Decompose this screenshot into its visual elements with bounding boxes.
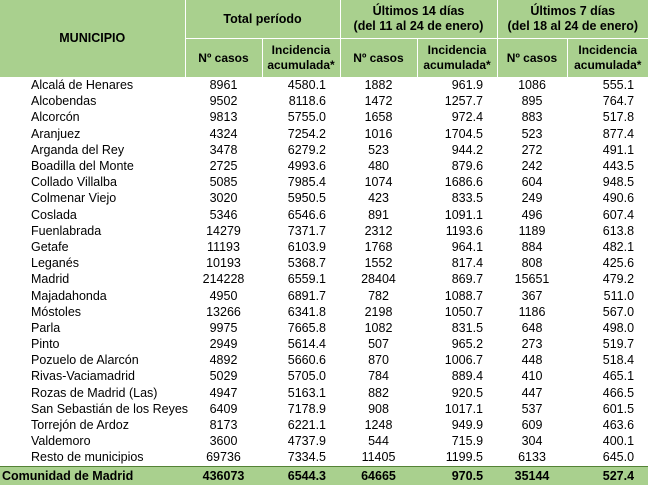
header-ultimos-14-title: Últimos 14 días [372, 4, 465, 18]
table-footer [0, 466, 648, 485]
table-row [0, 126, 648, 142]
municipio-name: Torrejón de Ardoz [31, 418, 129, 433]
municipio-name: Aranjuez [31, 126, 81, 141]
acumulada-label: acumulada* [423, 58, 491, 72]
total-casos-cell: 4947 [209, 385, 238, 400]
municipio-name: Parla [31, 320, 61, 335]
municipio-name: Alcalá de Henares [31, 78, 134, 93]
table-row [0, 207, 648, 223]
municipio-name: Collado Villalba [31, 175, 117, 190]
incidencia-7-cell: 498.0 [602, 320, 635, 335]
incidencia-7-cell: 490.6 [602, 191, 635, 206]
casos-14-cell: 2198 [364, 304, 393, 319]
casos-14-cell: 1882 [364, 78, 393, 93]
total-casos-cell: 6409 [209, 401, 238, 416]
incidencia-7-cell: 613.8 [602, 223, 635, 238]
incidencia-14-cell: 1704.5 [444, 126, 484, 141]
total-casos-cell: 5346 [209, 207, 238, 222]
casos-14-cell: 480 [368, 159, 389, 174]
casos-7-cell: 808 [521, 256, 543, 271]
incidencia-14-cell: 889.4 [451, 369, 484, 384]
total-incidencia-cell: 6221.1 [287, 418, 326, 433]
casos-7-cell: 448 [521, 353, 543, 368]
incidencia-14-cell: 944.2 [451, 142, 484, 157]
casos-14-cell: 782 [368, 288, 389, 303]
incidencia-14-cell: 879.6 [451, 159, 484, 174]
municipio-name: San Sebastián de los Reyes [31, 401, 189, 416]
incidencia-7-cell: 645.0 [602, 450, 635, 465]
table-row [0, 255, 648, 271]
total-casos-cell: 3478 [209, 142, 238, 157]
incidencia-7-cell: 482.1 [602, 239, 635, 254]
incidencia-7-cell: 764.7 [602, 94, 635, 109]
acumulada-label: acumulada* [267, 58, 335, 72]
casos-14-cell: 784 [368, 369, 389, 384]
total-incidencia-cell: 5660.6 [287, 353, 326, 368]
casos-7-cell: 6133 [518, 450, 546, 465]
municipio-name: Getafe [31, 239, 69, 254]
casos-7-cell: 523 [521, 126, 543, 141]
incidencia-14-cell: 831.5 [451, 320, 484, 335]
casos-7-cell: 272 [521, 142, 543, 157]
incidencia-14-cell: 1193.6 [445, 223, 484, 238]
casos-14-cell: 1768 [364, 239, 393, 254]
total-casos-cell: 214228 [202, 272, 245, 287]
header-municipio: MUNICIPIO [0, 0, 185, 77]
header-total-incidencia [262, 39, 340, 78]
casos-7-cell: 1086 [518, 78, 546, 93]
casos-14-cell: 1552 [364, 256, 393, 271]
total-casos-cell: 9813 [209, 110, 238, 125]
casos-14-cell: 891 [368, 207, 389, 222]
casos-14-cell: 870 [368, 353, 389, 368]
casos-14-cell: 1472 [364, 94, 393, 109]
header-total-periodo: Total período [185, 0, 340, 39]
total-casos-cell: 3600 [209, 434, 238, 449]
municipio-name: Leganés [31, 256, 79, 271]
acumulada-label: acumulada* [574, 58, 642, 72]
municipio-name: Alcorcón [31, 110, 80, 125]
table-header [0, 0, 648, 77]
incidencia-7-cell: 948.5 [602, 175, 635, 190]
municipio-name: Móstoles [31, 304, 82, 319]
table-row [0, 158, 648, 174]
table-body [0, 77, 648, 466]
total-7-incidencia: 527.4 [567, 466, 648, 485]
casos-14-cell: 544 [368, 434, 389, 449]
casos-14-cell: 423 [368, 191, 389, 206]
total-casos-cell: 5029 [209, 369, 238, 384]
municipio-name: Valdemoro [31, 434, 91, 449]
incidencia-7-cell: 518.4 [602, 353, 635, 368]
total-incidencia-cell: 4580.1 [287, 78, 326, 93]
total-incidencia-cell: 5950.5 [287, 191, 326, 206]
total-casos-cell: 14279 [206, 223, 241, 238]
incidencia-14-cell: 1199.5 [445, 450, 484, 465]
table-row [0, 93, 648, 109]
incidencia-7-cell: 517.8 [602, 110, 635, 125]
table-row [0, 385, 648, 401]
incidencia-7-cell: 479.2 [602, 272, 635, 287]
header-ultimos-14-range: (del 11 al 24 de enero) [353, 19, 484, 33]
total-casos-cell: 9975 [209, 320, 238, 335]
incidencia-label: Incidencia [271, 43, 331, 57]
incidencia-14-cell: 1017.1 [444, 401, 484, 416]
municipio-name: Arganda del Rey [31, 142, 125, 157]
municipio-name: Colmenar Viejo [31, 191, 117, 206]
total-incidencia-cell: 7371.7 [287, 223, 326, 238]
incidencia-14-cell: 817.4 [451, 256, 484, 271]
incidencia-14-cell: 920.5 [451, 385, 484, 400]
casos-7-cell: 883 [521, 110, 543, 125]
table-row [0, 304, 648, 320]
municipio-name: Rozas de Madrid (Las) [31, 385, 158, 400]
casos-14-cell: 28404 [361, 272, 396, 287]
total-incidencia-cell: 7665.8 [287, 320, 326, 335]
casos-7-cell: 273 [521, 337, 543, 352]
municipio-name: Majadahonda [31, 288, 107, 303]
total-total-incidencia: 6544.3 [262, 466, 340, 485]
incidencia-7-cell: 463.6 [602, 418, 635, 433]
casos-14-cell: 1248 [364, 418, 393, 433]
incidencia-14-cell: 949.9 [451, 418, 484, 433]
incidencia-7-cell: 511.0 [603, 288, 635, 303]
total-incidencia-cell: 6341.8 [287, 304, 326, 319]
total-14-incidencia: 970.5 [417, 466, 497, 485]
incidencia-7-cell: 425.6 [602, 256, 635, 271]
total-incidencia-cell: 6559.1 [287, 272, 326, 287]
incidencia-7-cell: 465.1 [602, 369, 635, 384]
casos-7-cell: 304 [521, 434, 543, 449]
table-row [0, 336, 648, 352]
table-row [0, 109, 648, 125]
casos-14-cell: 1082 [364, 320, 393, 335]
total-incidencia-cell: 5614.4 [287, 337, 326, 352]
municipio-name: Madrid [31, 272, 70, 287]
municipio-name: Alcobendas [31, 94, 97, 109]
table-row [0, 77, 648, 93]
total-incidencia-cell: 5163.1 [287, 385, 326, 400]
total-casos-cell: 4324 [209, 126, 238, 141]
casos-7-cell: 15651 [514, 272, 550, 287]
total-casos-cell: 8961 [209, 78, 238, 93]
casos-14-cell: 1074 [364, 175, 393, 190]
casos-7-cell: 648 [521, 320, 543, 335]
header-7-casos: Nº casos [497, 39, 567, 78]
incidencia-14-cell: 1006.7 [444, 353, 484, 368]
total-row [0, 466, 648, 485]
incidencia-14-cell: 964.1 [451, 239, 484, 254]
total-incidencia-cell: 6103.9 [287, 239, 326, 254]
municipio-name: Boadilla del Monte [31, 159, 134, 174]
total-incidencia-cell: 6546.6 [287, 207, 326, 222]
table-row [0, 368, 648, 384]
total-incidencia-cell: 4993.6 [287, 159, 326, 174]
total-casos-cell: 2949 [209, 337, 238, 352]
total-incidencia-cell: 8118.6 [288, 94, 326, 109]
casos-7-cell: 242 [521, 159, 543, 174]
incidencia-7-cell: 567.0 [602, 304, 635, 319]
table-row [0, 174, 648, 190]
municipio-name: Resto de municipios [31, 450, 144, 465]
header-14-incidencia [417, 39, 497, 78]
total-casos-cell: 3020 [209, 191, 238, 206]
casos-7-cell: 537 [521, 401, 543, 416]
incidencia-14-cell: 1686.6 [444, 175, 484, 190]
casos-7-cell: 447 [521, 385, 543, 400]
table-row [0, 417, 648, 433]
incidencia-14-cell: 715.9 [451, 434, 484, 449]
incidencia-14-cell: 833.5 [451, 191, 484, 206]
table-row [0, 271, 648, 287]
table-row [0, 142, 648, 158]
total-14-casos: 64665 [340, 466, 417, 485]
total-incidencia-cell: 7178.9 [287, 401, 326, 416]
total-incidencia-cell: 6891.7 [287, 288, 326, 303]
casos-14-cell: 523 [368, 142, 389, 157]
incidencia-label: Incidencia [578, 43, 638, 57]
total-incidencia-cell: 7334.5 [287, 450, 326, 465]
municipio-name: Rivas-Vaciamadrid [31, 369, 135, 384]
incidencia-14-cell: 1050.7 [444, 304, 484, 319]
total-incidencia-cell: 7254.2 [287, 126, 326, 141]
header-ultimos-14-dias [340, 0, 497, 39]
total-casos-cell: 2725 [209, 159, 238, 174]
total-casos-cell: 5085 [209, 175, 238, 190]
table-row [0, 190, 648, 206]
casos-7-cell: 1189 [518, 223, 546, 238]
incidencia-7-cell: 519.7 [602, 337, 635, 352]
municipio-name: Pozuelo de Alarcón [31, 353, 139, 368]
incidencia-label: Incidencia [427, 43, 487, 57]
total-casos-cell: 11193 [207, 239, 240, 254]
casos-14-cell: 2312 [364, 223, 393, 238]
incidencia-7-cell: 601.5 [602, 401, 635, 416]
municipio-name: Pinto [31, 337, 60, 352]
total-incidencia-cell: 5705.0 [287, 369, 326, 384]
total-casos-cell: 4892 [209, 353, 238, 368]
incidencia-14-cell: 972.4 [451, 110, 484, 125]
header-total-casos: Nº casos [185, 39, 262, 78]
incidencia-7-cell: 443.5 [602, 159, 635, 174]
casos-7-cell: 884 [521, 239, 543, 254]
casos-14-cell: 507 [368, 337, 389, 352]
casos-14-cell: 882 [368, 385, 389, 400]
casos-7-cell: 367 [521, 288, 543, 303]
incidencia-7-cell: 400.1 [602, 434, 635, 449]
total-casos-cell: 8173 [209, 418, 238, 433]
total-incidencia-cell: 4737.9 [287, 434, 326, 449]
incidencia-14-cell: 869.7 [451, 272, 484, 287]
casos-7-cell: 604 [521, 175, 543, 190]
incidencia-7-cell: 555.1 [602, 78, 635, 93]
casos-7-cell: 609 [521, 418, 543, 433]
table-row [0, 401, 648, 417]
header-7-incidencia [567, 39, 648, 78]
incidencia-14-cell: 961.9 [451, 78, 484, 93]
casos-7-cell: 410 [521, 369, 543, 384]
total-casos-cell: 10193 [206, 256, 241, 271]
header-ultimos-7-range: (del 18 al 24 de enero) [507, 19, 639, 33]
total-name: Comunidad de Madrid [0, 466, 185, 485]
incidencia-7-cell: 466.5 [602, 385, 635, 400]
total-casos-cell: 13266 [206, 304, 241, 319]
incidencia-7-cell: 491.1 [602, 142, 635, 157]
incidencia-14-cell: 1091.1 [444, 207, 484, 222]
table-row [0, 320, 648, 336]
casos-7-cell: 249 [521, 191, 543, 206]
table-row [0, 449, 648, 466]
table-row [0, 287, 648, 303]
total-total-casos: 436073 [185, 466, 262, 485]
incidencia-14-cell: 1088.7 [444, 288, 484, 303]
table-row [0, 433, 648, 449]
header-ultimos-7-dias [497, 0, 648, 39]
total-casos-cell: 69736 [206, 450, 241, 465]
casos-14-cell: 1016 [364, 126, 393, 141]
municipio-name: Fuenlabrada [31, 223, 102, 238]
table-row [0, 223, 648, 239]
total-incidencia-cell: 6279.2 [287, 142, 326, 157]
table-row [0, 352, 648, 368]
table-row [0, 239, 648, 255]
total-incidencia-cell: 5755.0 [287, 110, 326, 125]
municipio-name: Coslada [31, 207, 77, 222]
total-incidencia-cell: 7985.4 [287, 175, 326, 190]
total-7-casos: 35144 [497, 466, 567, 485]
casos-7-cell: 496 [521, 207, 543, 222]
incidencia-14-cell: 1257.7 [444, 94, 484, 109]
total-incidencia-cell: 5368.7 [287, 256, 326, 271]
incidencia-7-cell: 877.4 [602, 126, 635, 141]
casos-14-cell: 11405 [361, 450, 396, 465]
casos-14-cell: 1658 [364, 110, 393, 125]
total-casos-cell: 4950 [209, 288, 238, 303]
casos-7-cell: 1186 [518, 304, 546, 319]
casos-14-cell: 908 [368, 401, 389, 416]
total-casos-cell: 9502 [209, 94, 238, 109]
header-14-casos: Nº casos [340, 39, 417, 78]
incidencia-14-cell: 965.2 [451, 337, 484, 352]
incidencia-7-cell: 607.4 [602, 207, 635, 222]
casos-7-cell: 895 [521, 94, 543, 109]
header-ultimos-7-title: Últimos 7 días [530, 4, 616, 18]
